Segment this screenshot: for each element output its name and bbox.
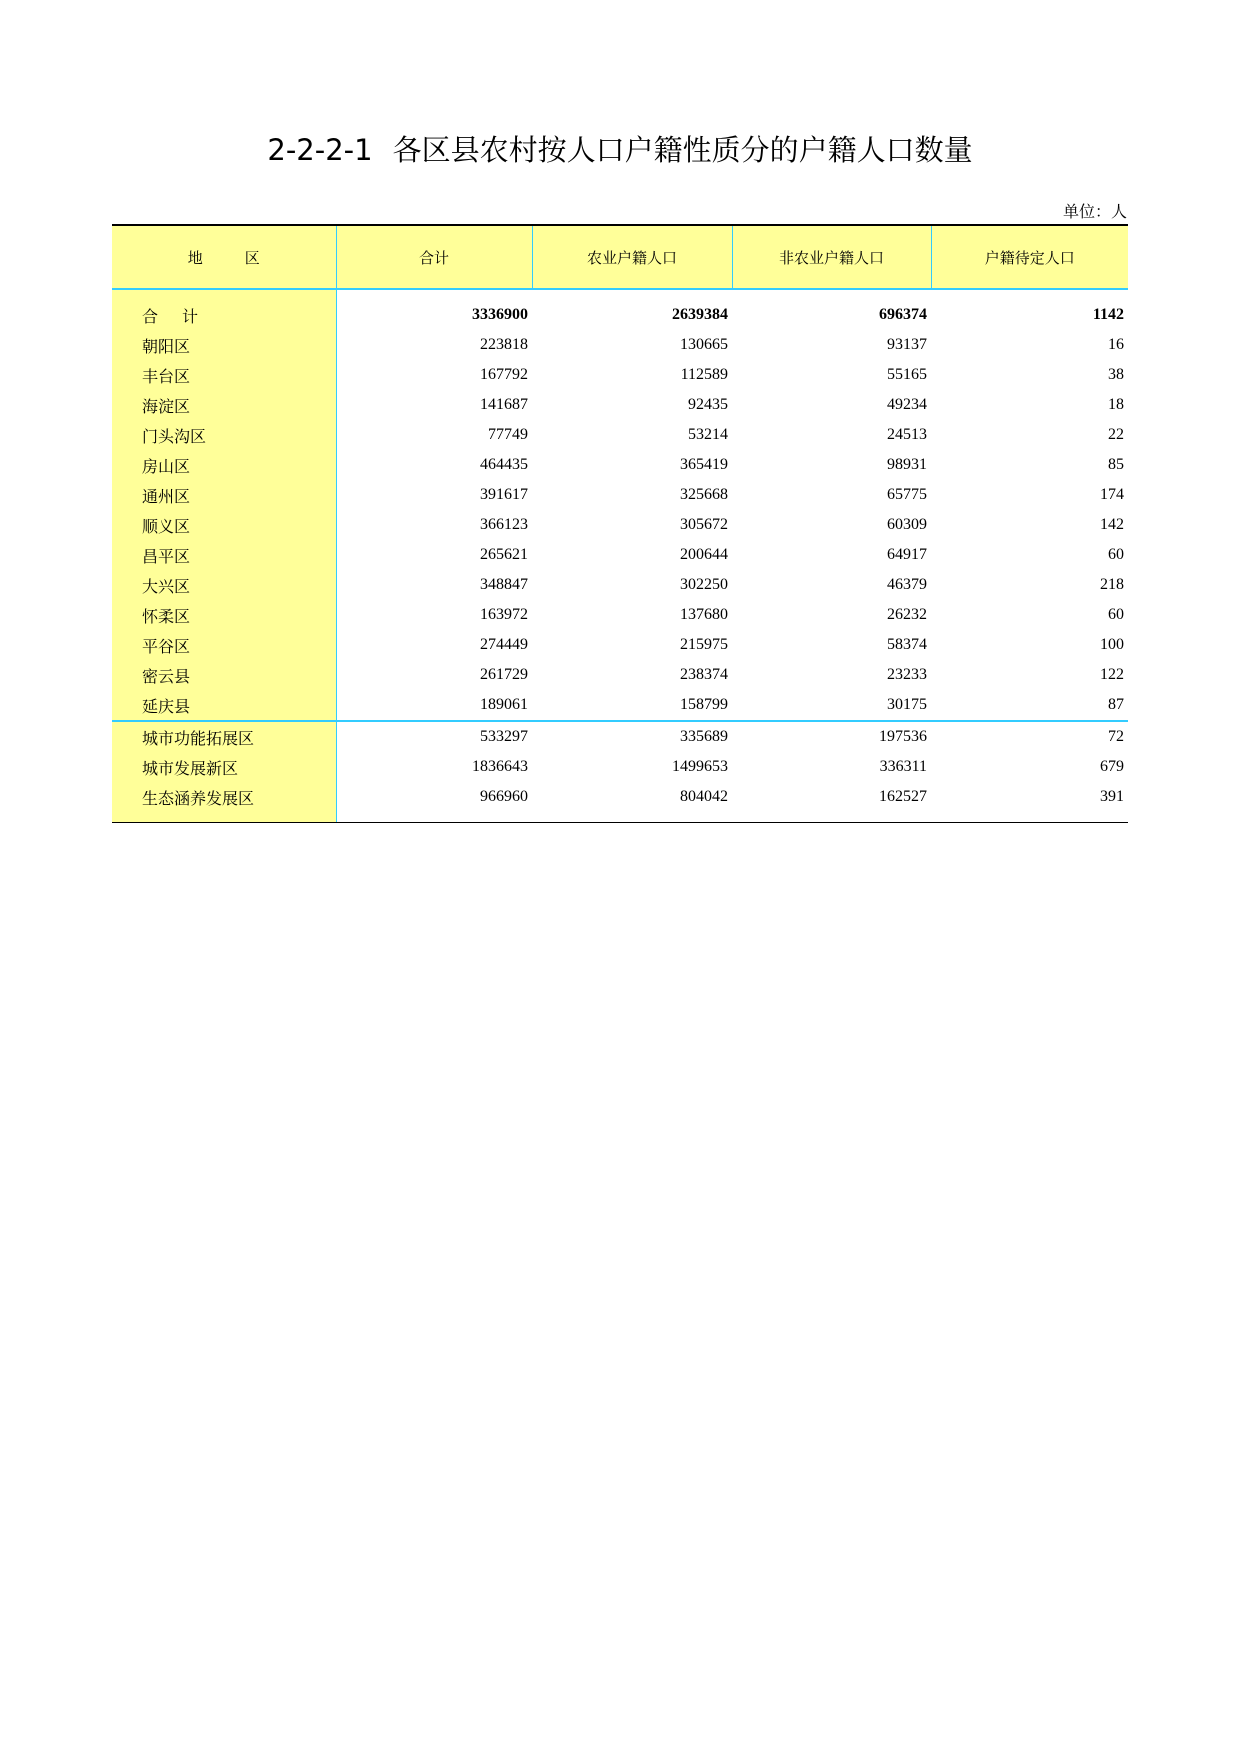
cell-pending: 38 xyxy=(1108,366,1124,383)
cell-agricultural: 305672 xyxy=(680,516,728,533)
cell-total: 966960 xyxy=(336,782,532,823)
population-table xyxy=(112,224,1128,823)
cell-total: 391617 xyxy=(480,486,528,503)
table-row xyxy=(112,360,1128,390)
cell-pending: 85 xyxy=(1108,456,1124,473)
row-label: 平谷区 xyxy=(112,630,336,660)
row-label: 怀柔区 xyxy=(112,600,336,630)
cell-total: 1836643 xyxy=(472,758,528,775)
cell-non-agricultural: 26232 xyxy=(887,606,927,623)
cell-pending: 87 xyxy=(1108,696,1124,713)
table-row xyxy=(112,330,1128,360)
cell-total: 223818 xyxy=(480,336,528,353)
cell-agricultural: 302250 xyxy=(680,576,728,593)
row-label: 密云县 xyxy=(112,660,336,690)
cell-pending: 18 xyxy=(1108,396,1124,413)
cell-agricultural: 804042 xyxy=(532,782,732,823)
cell-total: 464435 xyxy=(480,456,528,473)
cell-pending: 142 xyxy=(1100,516,1124,533)
row-label: 大兴区 xyxy=(112,570,336,600)
cell-pending: 122 xyxy=(1100,666,1124,683)
table-row xyxy=(112,450,1128,480)
cell-agricultural: 137680 xyxy=(680,606,728,623)
cell-agricultural: 53214 xyxy=(688,426,728,443)
cell-agricultural: 335689 xyxy=(532,721,732,752)
cell-non-agricultural: 55165 xyxy=(887,366,927,383)
table-title-text: 各区县农村按人口户籍性质分的户籍人口数量 xyxy=(392,133,973,167)
row-label: 丰台区 xyxy=(112,360,336,390)
table-row xyxy=(112,420,1128,450)
group-row xyxy=(112,782,1128,823)
cell-pending: 60 xyxy=(1108,546,1124,563)
table-row xyxy=(112,630,1128,660)
cell-non-agricultural: 60309 xyxy=(887,516,927,533)
cell-pending: 72 xyxy=(931,721,1128,752)
cell-pending: 679 xyxy=(1100,758,1124,775)
cell-total: 348847 xyxy=(480,576,528,593)
cell-non-agricultural: 197536 xyxy=(732,721,931,752)
cell-total: 274449 xyxy=(480,636,528,653)
cell-pending: 16 xyxy=(1108,336,1124,353)
cell-agricultural: 200644 xyxy=(680,546,728,563)
cell-non-agricultural: 23233 xyxy=(887,666,927,683)
cell-total: 189061 xyxy=(480,696,528,713)
cell-total: 3336900 xyxy=(472,306,528,323)
row-label: 通州区 xyxy=(112,480,336,510)
cell-total: 77749 xyxy=(488,426,528,443)
cell-agricultural: 325668 xyxy=(680,486,728,503)
cell-agricultural: 112589 xyxy=(680,366,728,383)
cell-total: 533297 xyxy=(336,721,532,752)
row-label: 顺义区 xyxy=(112,510,336,540)
table-row xyxy=(112,480,1128,510)
cell-pending: 174 xyxy=(1100,486,1124,503)
table-row xyxy=(112,660,1128,690)
table-row xyxy=(112,570,1128,600)
header-pending: 户籍待定人口 xyxy=(931,225,1128,289)
cell-pending: 60 xyxy=(1108,606,1124,623)
row-label: 房山区 xyxy=(112,450,336,480)
table-row xyxy=(112,510,1128,540)
row-label: 生态涵养发展区 xyxy=(112,782,336,823)
cell-non-agricultural: 64917 xyxy=(887,546,927,563)
cell-agricultural: 238374 xyxy=(680,666,728,683)
cell-total: 261729 xyxy=(480,666,528,683)
row-label: 延庆县 xyxy=(112,690,336,721)
group-row xyxy=(112,721,1128,752)
table-row xyxy=(112,600,1128,630)
cell-agricultural: 1499653 xyxy=(672,758,728,775)
cell-total: 265621 xyxy=(480,546,528,563)
table-row xyxy=(112,690,1128,721)
cell-agricultural: 130665 xyxy=(680,336,728,353)
row-label: 昌平区 xyxy=(112,540,336,570)
cell-non-agricultural: 93137 xyxy=(887,336,927,353)
cell-total: 167792 xyxy=(480,366,528,383)
row-label: 城市功能拓展区 xyxy=(112,721,336,752)
group-row xyxy=(112,752,1128,782)
cell-non-agricultural: 696374 xyxy=(879,306,927,323)
total-row xyxy=(112,289,1128,330)
row-label: 合 计 xyxy=(112,289,336,330)
cell-pending: 1142 xyxy=(1092,306,1124,323)
cell-non-agricultural: 58374 xyxy=(887,636,927,653)
header-region: 地 区 xyxy=(112,225,336,289)
cell-non-agricultural: 162527 xyxy=(732,782,931,823)
cell-non-agricultural: 98931 xyxy=(887,456,927,473)
cell-agricultural: 215975 xyxy=(680,636,728,653)
cell-agricultural: 2639384 xyxy=(672,306,728,323)
row-label: 门头沟区 xyxy=(112,420,336,450)
header-total: 合计 xyxy=(336,225,532,289)
row-label: 城市发展新区 xyxy=(112,752,336,782)
cell-non-agricultural: 336311 xyxy=(879,758,927,775)
row-label: 海淀区 xyxy=(112,390,336,420)
header-non-agricultural: 非农业户籍人口 xyxy=(732,225,931,289)
header-row xyxy=(112,225,1128,289)
unit-label: 单位：人 xyxy=(1062,202,1127,221)
cell-pending: 100 xyxy=(1100,636,1124,653)
cell-total: 366123 xyxy=(480,516,528,533)
cell-non-agricultural: 24513 xyxy=(887,426,927,443)
table-row xyxy=(112,390,1128,420)
table-row xyxy=(112,540,1128,570)
cell-pending: 22 xyxy=(1108,426,1124,443)
cell-pending: 391 xyxy=(931,782,1128,823)
cell-agricultural: 365419 xyxy=(680,456,728,473)
cell-agricultural: 92435 xyxy=(688,396,728,413)
header-agricultural: 农业户籍人口 xyxy=(532,225,732,289)
cell-pending: 218 xyxy=(1100,576,1124,593)
cell-non-agricultural: 65775 xyxy=(887,486,927,503)
row-label: 朝阳区 xyxy=(112,330,336,360)
cell-total: 163972 xyxy=(480,606,528,623)
cell-total: 141687 xyxy=(480,396,528,413)
cell-non-agricultural: 46379 xyxy=(887,576,927,593)
cell-non-agricultural: 30175 xyxy=(887,696,927,713)
page-title xyxy=(0,128,1240,169)
table-number: 2-2-2-1 xyxy=(267,133,373,167)
cell-agricultural: 158799 xyxy=(680,696,728,713)
cell-non-agricultural: 49234 xyxy=(887,396,927,413)
